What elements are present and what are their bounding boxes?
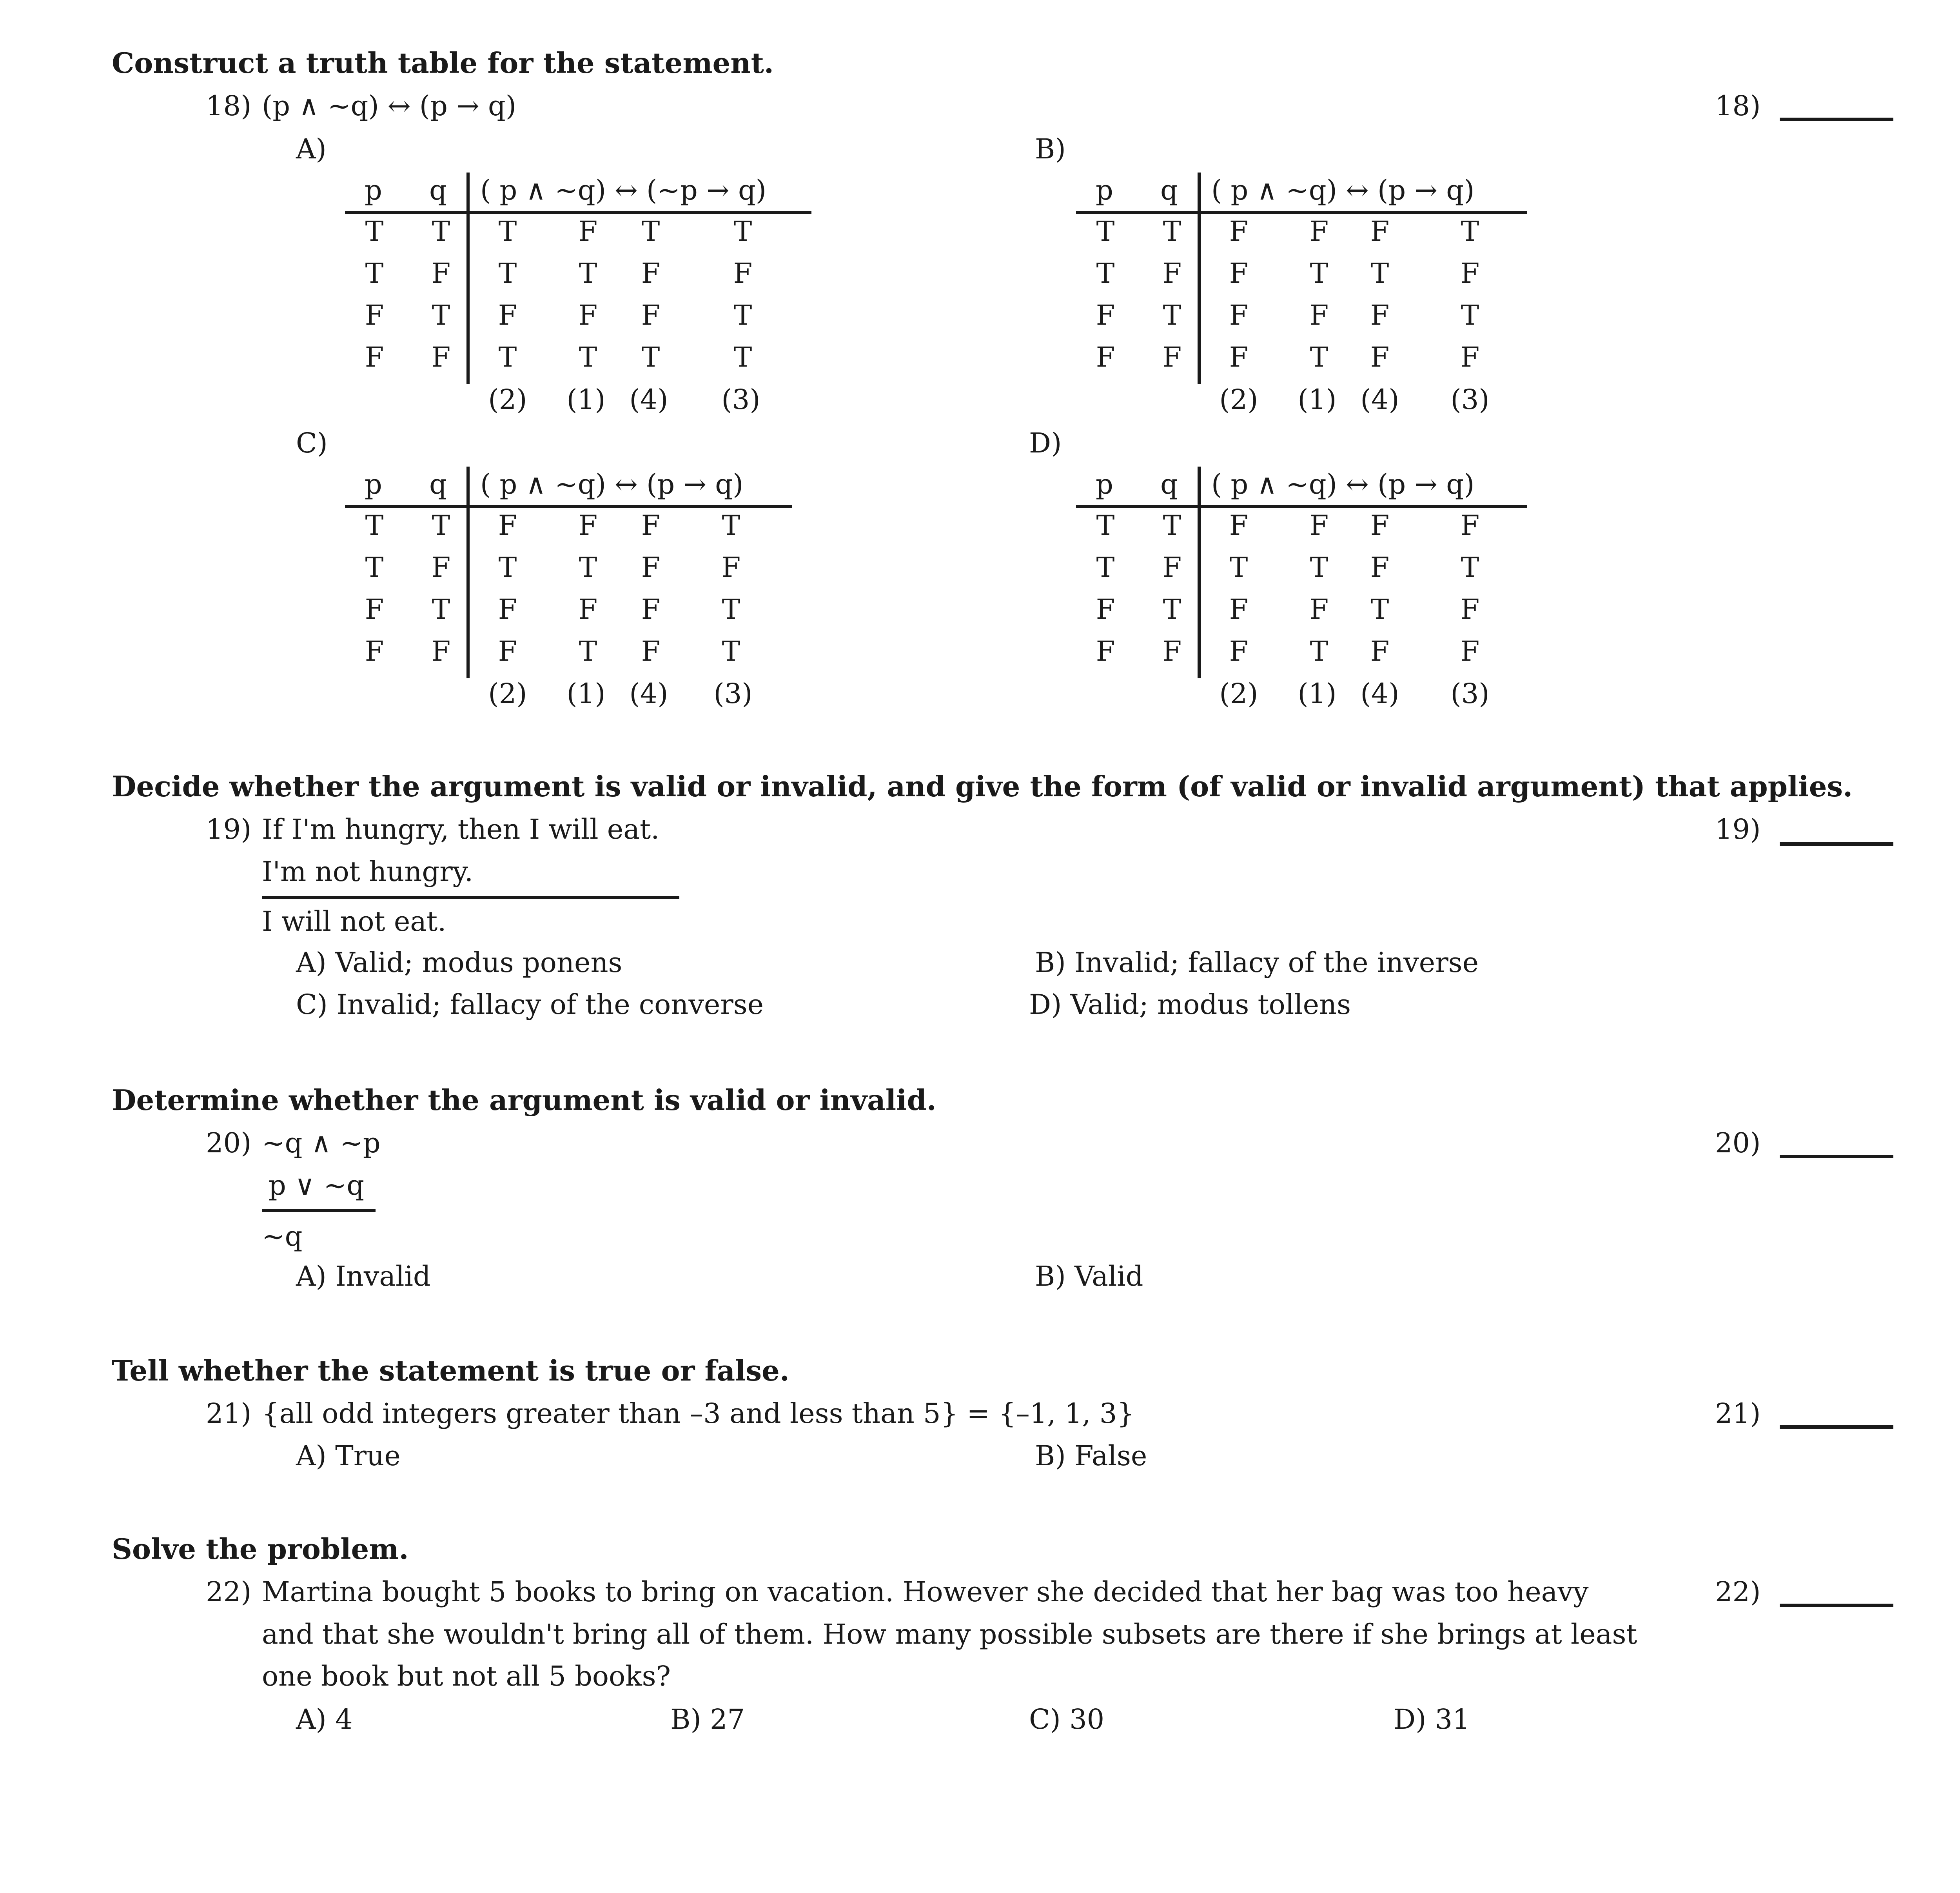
cell: F	[1370, 341, 1390, 373]
cell: F	[431, 341, 451, 373]
cell: T	[1370, 257, 1389, 289]
cell: T	[1163, 593, 1181, 625]
cell: T	[1096, 215, 1115, 247]
cell: F	[1229, 593, 1249, 625]
question-18-statement: (p ∧ ~q) ↔ (p → q)	[262, 90, 517, 122]
option-d[interactable]: D) 31	[1394, 1703, 1470, 1735]
cell: F	[1229, 341, 1249, 373]
cell: F	[365, 635, 384, 667]
cell: F	[641, 593, 661, 625]
cell: T	[1163, 509, 1181, 541]
section-heading-argument-form: Decide whether the argument is valid or invalid, and give the form (of valid or invalid argument) that applies.	[112, 770, 1853, 803]
cell: F	[1370, 299, 1390, 331]
cell: T	[1461, 215, 1479, 247]
step-number: (4)	[1360, 383, 1399, 416]
question-21-statement: {all odd integers greater than –3 and less than 5} = {–1, 1, 3}	[262, 1397, 1134, 1430]
section-heading-true-false: Tell whether the statement is true or false.	[112, 1354, 789, 1387]
answer-number-22: 22)	[1715, 1576, 1761, 1608]
option-b-label: B)	[1035, 133, 1066, 165]
cell: F	[1096, 593, 1115, 625]
cell: F	[641, 551, 661, 583]
question-22-line-1: Martina bought 5 books to bring on vacation. However she decided that her bag was too heavy	[262, 1576, 1589, 1608]
header-rule	[345, 211, 811, 214]
cell: F	[498, 593, 517, 625]
argument-rule	[262, 896, 679, 899]
option-a[interactable]: A) True	[296, 1440, 401, 1472]
header-p: p	[1096, 468, 1113, 500]
answer-number-19: 19)	[1715, 813, 1761, 845]
cell: F	[498, 509, 517, 541]
cell: T	[498, 341, 517, 373]
cell: F	[1309, 593, 1329, 625]
question-number-20: 20)	[206, 1127, 252, 1159]
step-number: (1)	[1298, 383, 1337, 416]
cell: F	[1460, 593, 1480, 625]
answer-number-18: 18)	[1715, 90, 1761, 122]
step-number: (4)	[1360, 678, 1399, 710]
cell: F	[365, 341, 384, 373]
cell: T	[722, 593, 740, 625]
cell: F	[365, 299, 384, 331]
question-19-conclusion: I will not eat.	[262, 905, 446, 937]
cell: T	[733, 215, 752, 247]
cell: F	[1370, 635, 1390, 667]
cell: F	[1229, 215, 1249, 247]
cell: F	[1229, 299, 1249, 331]
option-b[interactable]: B) Invalid; fallacy of the inverse	[1035, 946, 1479, 979]
option-a[interactable]: A) Invalid	[296, 1260, 431, 1292]
step-number: (2)	[1219, 383, 1258, 416]
cell: F	[578, 593, 598, 625]
cell: T	[1163, 299, 1181, 331]
cell: F	[733, 257, 753, 289]
header-p: p	[365, 174, 382, 206]
cell: F	[1370, 215, 1390, 247]
cell: T	[1461, 551, 1479, 583]
section-heading-solve: Solve the problem.	[112, 1532, 409, 1566]
question-20-premise-2: p ∨ ~q	[269, 1169, 365, 1201]
cell: F	[578, 215, 598, 247]
cell: F	[1370, 509, 1390, 541]
cell: T	[1310, 257, 1328, 289]
step-number: (4)	[629, 383, 668, 416]
cell: F	[365, 593, 384, 625]
cell: F	[1096, 341, 1115, 373]
answer-blank-18[interactable]	[1780, 118, 1893, 121]
step-number: (3)	[713, 678, 753, 710]
answer-blank-20[interactable]	[1780, 1155, 1893, 1158]
cell: F	[1162, 551, 1182, 583]
header-p: p	[365, 468, 382, 500]
cell: T	[722, 635, 740, 667]
cell: F	[431, 257, 451, 289]
answer-number-21: 21)	[1715, 1397, 1761, 1430]
answer-blank-22[interactable]	[1780, 1604, 1893, 1607]
option-b[interactable]: B) 27	[670, 1703, 745, 1735]
question-number-21: 21)	[206, 1397, 252, 1430]
cell: F	[1370, 551, 1390, 583]
cell: F	[641, 257, 661, 289]
step-number: (2)	[488, 383, 527, 416]
cell: F	[1460, 509, 1480, 541]
column-divider	[466, 467, 470, 678]
cell: T	[432, 593, 450, 625]
cell: T	[733, 341, 752, 373]
cell: T	[498, 257, 517, 289]
option-a[interactable]: A) Valid; modus ponens	[296, 946, 622, 979]
header-expression: ( p ∧ ~q) ↔ (~p → q)	[480, 174, 767, 206]
step-number: (1)	[566, 678, 606, 710]
column-divider	[466, 173, 470, 384]
column-divider	[1198, 173, 1201, 384]
cell: T	[579, 257, 597, 289]
cell: T	[1310, 341, 1328, 373]
cell: F	[1096, 635, 1115, 667]
cell: T	[498, 551, 517, 583]
question-number-19: 19)	[206, 813, 252, 845]
step-number: (1)	[566, 383, 606, 416]
cell: F	[1309, 299, 1329, 331]
cell: F	[1460, 257, 1480, 289]
option-c[interactable]: C) 30	[1029, 1703, 1105, 1735]
cell: F	[1162, 635, 1182, 667]
question-number-18: 18)	[206, 90, 252, 122]
cell: F	[1229, 635, 1249, 667]
cell: F	[431, 551, 451, 583]
question-19-premise-1: If I'm hungry, then I will eat.	[262, 813, 660, 845]
cell: F	[431, 635, 451, 667]
section-heading-validity: Determine whether the argument is valid or invalid.	[112, 1083, 936, 1117]
step-number: (2)	[488, 678, 527, 710]
cell: F	[578, 299, 598, 331]
header-rule	[1076, 211, 1527, 214]
cell: T	[641, 341, 660, 373]
cell: F	[1162, 257, 1182, 289]
step-number: (2)	[1219, 678, 1258, 710]
option-d-label: D)	[1029, 427, 1062, 459]
cell: T	[579, 551, 597, 583]
option-d[interactable]: D) Valid; modus tollens	[1029, 988, 1351, 1021]
column-divider	[1198, 467, 1201, 678]
question-22-line-3: one book but not all 5 books?	[262, 1660, 671, 1692]
option-b[interactable]: B) False	[1035, 1440, 1147, 1472]
answer-number-20: 20)	[1715, 1127, 1761, 1159]
cell: F	[1229, 509, 1249, 541]
header-rule	[1076, 505, 1527, 508]
cell: F	[721, 551, 741, 583]
cell: T	[365, 215, 384, 247]
cell: T	[432, 509, 450, 541]
cell: T	[733, 299, 752, 331]
step-number: (3)	[1450, 383, 1490, 416]
cell: F	[1460, 341, 1480, 373]
header-q: q	[429, 468, 447, 500]
cell: F	[1460, 635, 1480, 667]
question-19-premise-2: I'm not hungry.	[262, 856, 474, 888]
step-number: (1)	[1298, 678, 1337, 710]
header-q: q	[1160, 174, 1178, 206]
option-c-label: C)	[296, 427, 328, 459]
cell: T	[1461, 299, 1479, 331]
option-a[interactable]: A) 4	[296, 1703, 353, 1735]
step-number: (4)	[629, 678, 668, 710]
answer-blank-21[interactable]	[1780, 1425, 1893, 1429]
cell: T	[579, 341, 597, 373]
cell: F	[641, 509, 661, 541]
cell: T	[1096, 509, 1115, 541]
cell: T	[641, 215, 660, 247]
question-20-premise-1: ~q ∧ ~p	[262, 1127, 381, 1159]
argument-rule	[262, 1209, 376, 1212]
cell: F	[1229, 257, 1249, 289]
header-expression: ( p ∧ ~q) ↔ (p → q)	[1211, 468, 1475, 500]
cell: F	[1309, 509, 1329, 541]
header-rule	[345, 505, 792, 508]
option-a-label: A)	[296, 133, 327, 165]
option-b[interactable]: B) Valid	[1035, 1260, 1143, 1292]
question-number-22: 22)	[206, 1576, 252, 1608]
cell: T	[1096, 551, 1115, 583]
cell: T	[579, 635, 597, 667]
header-p: p	[1096, 174, 1113, 206]
question-22-line-2: and that she wouldn't bring all of them. How many possible subsets are there if she brings at least	[262, 1618, 1637, 1650]
step-number: (3)	[721, 383, 760, 416]
cell: T	[722, 509, 740, 541]
cell: F	[641, 299, 661, 331]
cell: T	[365, 257, 384, 289]
cell: F	[1309, 215, 1329, 247]
cell: T	[365, 509, 384, 541]
cell: F	[498, 299, 517, 331]
header-q: q	[1160, 468, 1178, 500]
cell: F	[641, 635, 661, 667]
cell: F	[1162, 341, 1182, 373]
cell: F	[1096, 299, 1115, 331]
cell: F	[498, 635, 517, 667]
answer-blank-19[interactable]	[1780, 842, 1893, 846]
cell: F	[578, 509, 598, 541]
cell: T	[1310, 551, 1328, 583]
header-expression: ( p ∧ ~q) ↔ (p → q)	[1211, 174, 1475, 206]
step-number: (3)	[1450, 678, 1490, 710]
cell: T	[1370, 593, 1389, 625]
cell: T	[1310, 635, 1328, 667]
header-expression: ( p ∧ ~q) ↔ (p → q)	[480, 468, 744, 500]
cell: T	[365, 551, 384, 583]
cell: T	[498, 215, 517, 247]
cell: T	[432, 299, 450, 331]
question-20-conclusion: ~q	[262, 1220, 303, 1252]
cell: T	[432, 215, 450, 247]
cell: T	[1096, 257, 1115, 289]
cell: T	[1229, 551, 1248, 583]
section-heading-truth-table: Construct a truth table for the statement.	[112, 46, 774, 80]
cell: T	[1163, 215, 1181, 247]
header-q: q	[429, 174, 447, 206]
option-c[interactable]: C) Invalid; fallacy of the converse	[296, 988, 764, 1021]
